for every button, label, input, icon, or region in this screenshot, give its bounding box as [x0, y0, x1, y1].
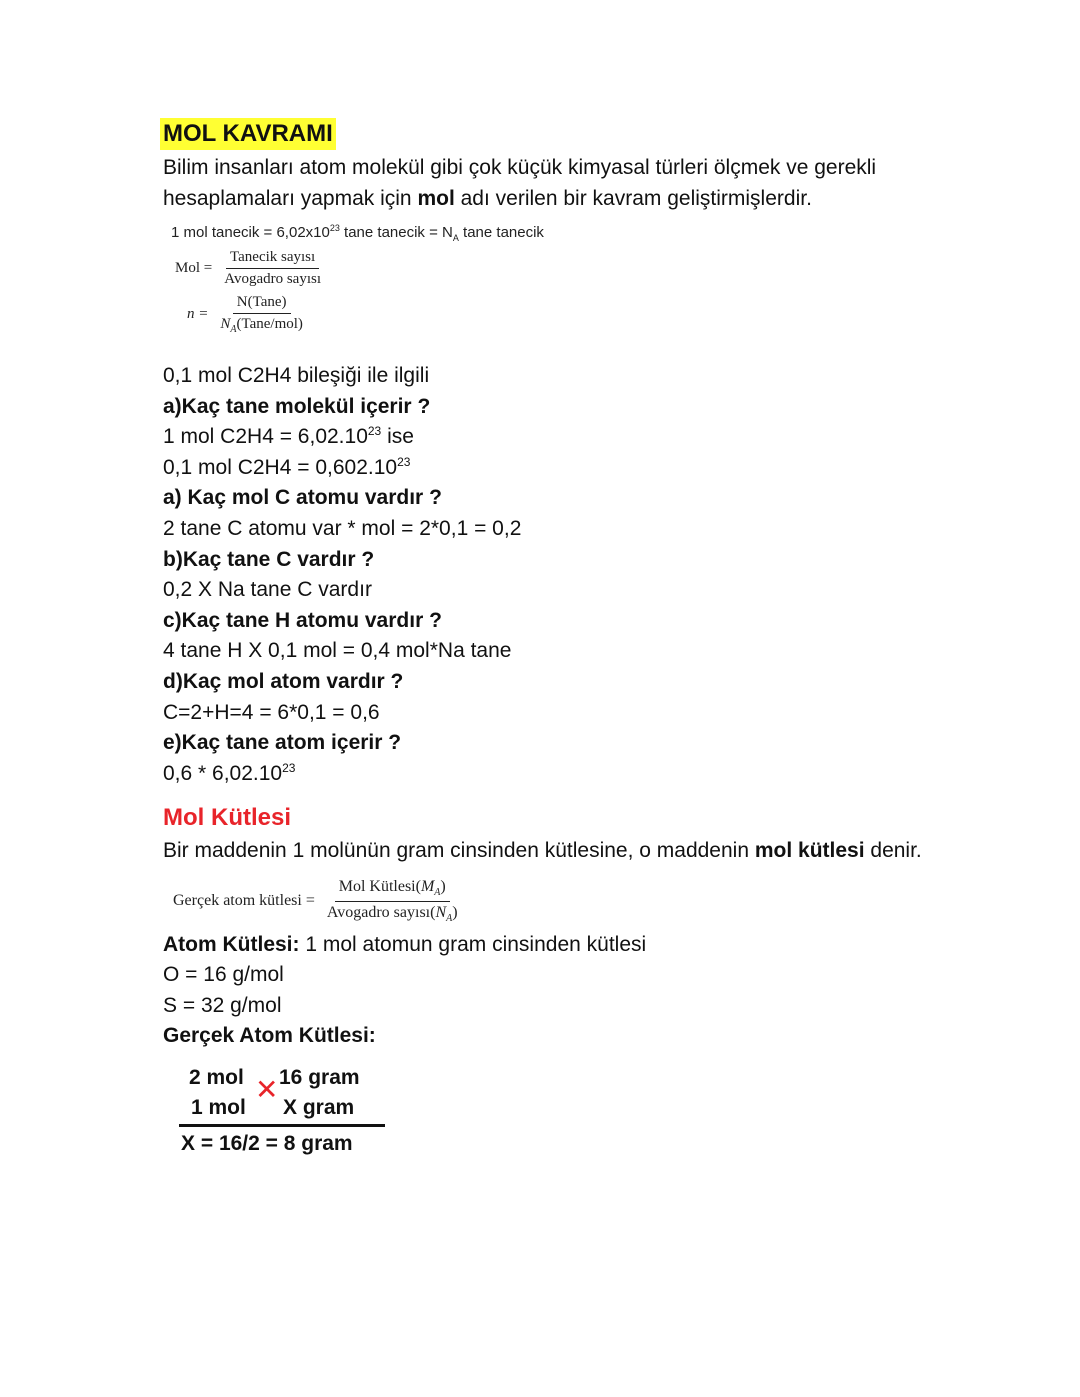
- answer-line: C=2+H=4 = 6*0,1 = 0,6: [163, 700, 380, 724]
- answer-line: 0,2 X Na tane C vardır: [163, 578, 372, 602]
- answer-line: 0,1 mol $C2H4 = 0,602.10^{23}$: [163, 454, 411, 479]
- heading-mol-kutlesi: Mol Kütlesi: [163, 804, 292, 832]
- calc-row1-left: 2 mol: [189, 1066, 244, 1090]
- fraction-denominator: Avogadro sayısı: [224, 271, 322, 287]
- intro-paragraph: Bilim insanları atom molekül gibi çok küçük kimyasal türleri ölçmek ve gerekli hesaplamaları yapmak için mol adı verilen bir kavram geliştirmişlerdir.: [163, 156, 877, 210]
- example-intro: 0,1 mol C2H4 bileşiği ile ilgili: [163, 364, 430, 387]
- formula-n: n = $\frac{\text{N(Tane)}}{N_A(Tane/mol)}$: [187, 294, 923, 335]
- cross-icon: ✕: [255, 1074, 279, 1106]
- cross-multiplication-calc: [163, 1062, 393, 1162]
- formula-mol-ratio: Mol = $\frac{\text{Tanecik sayısı}}{\text{Avogadro sayısı}}$: [175, 249, 923, 288]
- heading-mol-kavrami: MOL KAVRAMI: [160, 118, 336, 150]
- example-block: [163, 361, 923, 789]
- formula-mol-definition: 1 mol tanecik = $6,02x10^{23}$ tane tanecik = $N_A$ tane tanecik: [171, 223, 544, 243]
- answer-line: 2 tane C atomu var * mol = 2*0,1 = 0,2: [163, 516, 522, 540]
- question-e: e)Kaç tane atom içerir ?: [163, 731, 402, 755]
- calc-result: X = 16/2 = 8 gram: [181, 1132, 353, 1156]
- fraction-denominator: Avogadro $sayısı(N_A)$: [326, 903, 458, 924]
- answer-line: 4 tane H X 0,1 mol = 0,4 mol*Na tane: [163, 639, 512, 663]
- answer-line: 1 mol $C2H4 = 6,02.10^{23}$ ise: [163, 424, 414, 449]
- calc-row2-left: 1 mol: [191, 1096, 246, 1120]
- document-page: [163, 118, 923, 1162]
- fraction-numerator: N(Tane): [233, 294, 291, 314]
- question-c: c)Kaç tane H atomu vardır ?: [163, 608, 442, 632]
- question-a: a)Kaç tane molekül içerir ?: [163, 394, 431, 418]
- fraction-numerator: Mol $Kütlesi(M_A)$: [335, 878, 450, 901]
- question-b: b)Kaç tane C vardır ?: [163, 547, 375, 571]
- real-atom-mass-label: Gerçek Atom Kütlesi:: [163, 1024, 376, 1048]
- section-mol-kutlesi: [163, 803, 923, 1052]
- definition-paragraph: Bir maddenin 1 molünün gram cinsinden kütlesine, o maddenin mol kütlesi denir.: [163, 839, 922, 863]
- oxygen-mass: O = 16 g/mol: [163, 963, 284, 987]
- fraction-numerator: Tanecik sayısı: [226, 249, 319, 269]
- question-a2: a) Kaç mol C atomu vardır ?: [163, 486, 442, 510]
- calc-row2-right: X gram: [283, 1096, 355, 1120]
- section-mol-kavrami: [163, 118, 923, 214]
- atom-mass-definition: Atom Kütlesi: 1 mol atomun gram cinsinden kütlesi: [163, 932, 647, 956]
- formula-real-atom-mass: Gerçek atom kütlesi = $\frac{Mol Kütlesi(M_A)}{Avogadro sayısı(N_A)}$: [173, 878, 923, 923]
- answer-line: 0,6 * 6,02.10$^{23}$: [163, 760, 296, 785]
- formula-block: [171, 224, 923, 335]
- sulfur-mass: S = 32 g/mol: [163, 993, 282, 1017]
- calc-row1-right: 16 gram: [279, 1066, 360, 1090]
- fraction-denominator: $N_A(Tane/mol)$: [220, 316, 303, 335]
- question-d: d)Kaç mol atom vardır ?: [163, 669, 404, 693]
- fraction-divider: [179, 1124, 385, 1127]
